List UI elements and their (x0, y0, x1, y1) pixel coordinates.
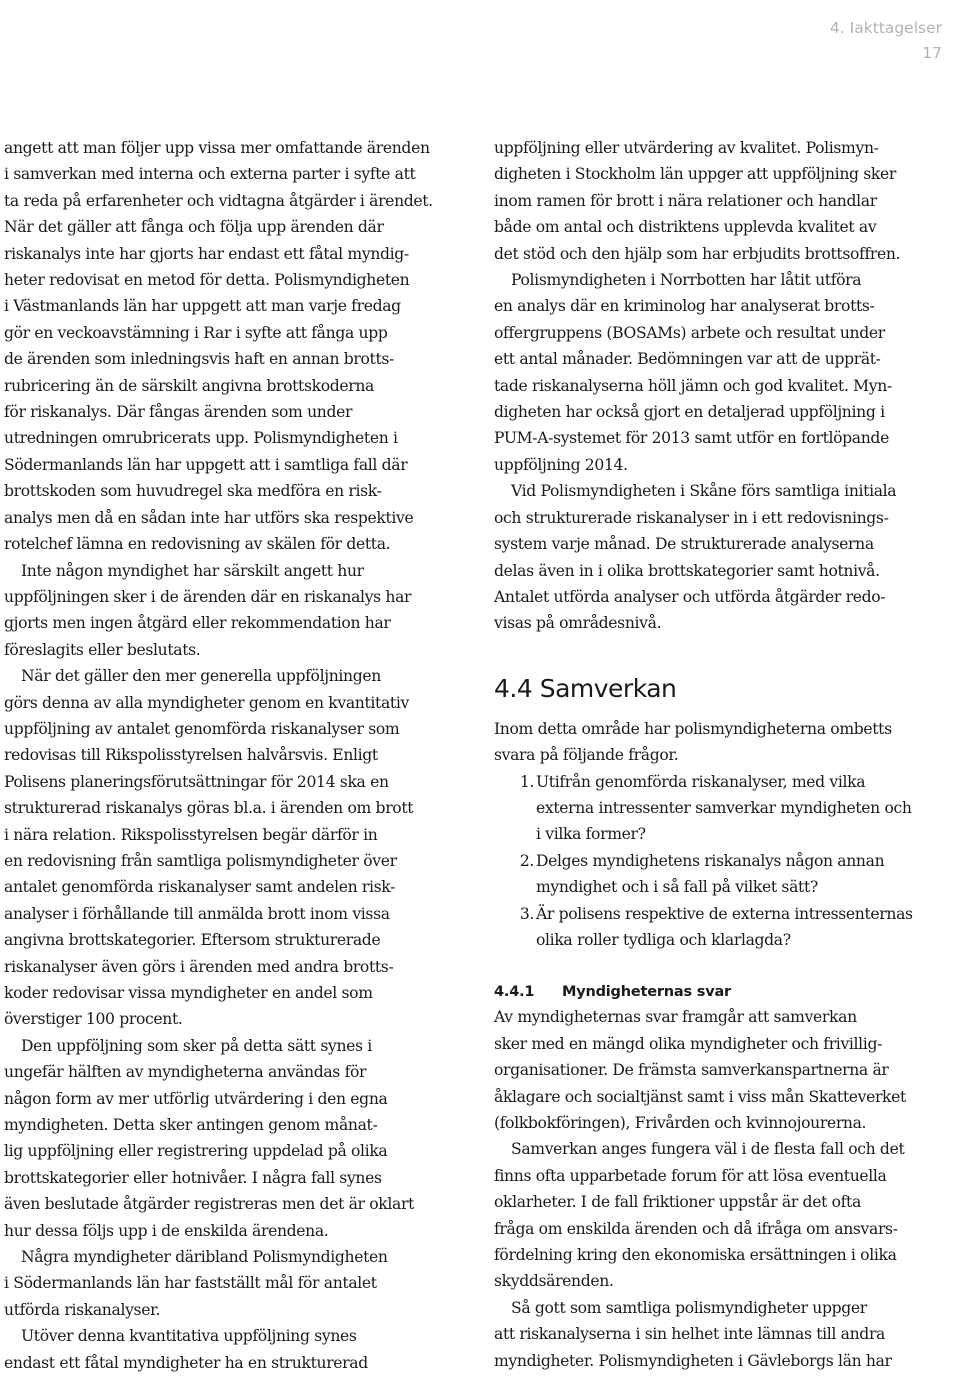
text-line: redovisas till Rikspolisstyrelsen halvårsvis. Enligt (4, 746, 378, 765)
paragraph (494, 267, 958, 478)
text-line: de ärenden som inledningsvis haft en annan brotts- (4, 350, 394, 369)
text-line: angett att man följer upp vissa mer omfattande ärenden (4, 139, 430, 157)
text-line: hur dessa följs upp i de enskilda ärendena. (4, 1221, 329, 1240)
text-line: och strukturerade riskanalyser in i ett redovisnings- (494, 508, 889, 527)
paragraph (4, 663, 468, 1033)
paragraph (4, 1244, 468, 1323)
text-line: riskanalys inte har gjorts har endast ett fåtal myndig- (4, 244, 409, 263)
text-line: en analys där en kriminolog har analyserat brotts- (494, 297, 875, 316)
text-line: Utöver denna kvantitativa uppföljning synes (21, 1327, 357, 1346)
text-line: en redovisning från samtliga polismyndigheter över (4, 851, 397, 870)
text-line: När det gäller den mer generella uppföljningen (21, 667, 381, 686)
text-line: Av myndigheternas svar framgår att samverkan (494, 1008, 857, 1027)
text-line: Så gott som samtliga polismyndigheter uppger (511, 1298, 867, 1317)
text-line: utförda riskanalyser. (4, 1300, 161, 1319)
text-line: rubricering än de särskilt angivna brottskoderna (4, 376, 374, 395)
text-line: utredningen omrubricerats upp. Polismyndigheten i (4, 429, 398, 448)
page-header (830, 16, 942, 66)
question-first-line (494, 901, 958, 927)
text-line: PUM-A-systemet för 2013 samt utför en fortlöpande (494, 429, 889, 448)
text-line: brottskoden som huvudregel ska medföra en risk- (4, 482, 382, 501)
text-line: både om antal och distriktens upplevda kvalitet av (494, 218, 877, 237)
subsection-title: Myndigheternas svar (562, 984, 732, 1001)
question-list (494, 769, 958, 954)
paragraph (494, 1136, 958, 1294)
text-line: inom ramen för brott i nära relationer och handlar (494, 191, 877, 210)
text-line: oklarheter. I de fall friktioner uppstår är det ofta (494, 1193, 861, 1212)
paragraph (4, 135, 468, 558)
paragraph (494, 1295, 958, 1374)
text-line: Södermanlands län har uppgett att i samtliga fall där (4, 455, 408, 474)
text-line: Samverkan anges fungera väl i de flesta fall och det (511, 1140, 905, 1159)
text-line: det stöd och den hjälp som har erbjudits brottsoffren. (494, 244, 901, 263)
section-intro (494, 716, 958, 769)
text-line: Inte någon myndighet har särskilt angett hur (21, 561, 364, 580)
text-line: rotelchef lämna en redovisning av skälen för detta. (4, 535, 391, 554)
text-line: endast ett fåtal myndigheter ha en strukturerad (4, 1353, 368, 1372)
text-line: riskanalyser även görs i ärenden med andra brotts- (4, 957, 394, 976)
paragraph (494, 135, 958, 267)
text-line: När det gäller att fånga och följa upp ärenden där (4, 218, 384, 237)
subsection-heading (494, 980, 958, 1004)
text-line: heter redovisat en metod för detta. Polismyndigheten (4, 271, 410, 290)
text-line: i Södermanlands län har fastställt mål för antalet (4, 1274, 377, 1293)
text-line: fråga om enskilda ärenden och då ifråga om ansvars- (494, 1219, 898, 1238)
text-line: i nära relation. Rikspolisstyrelsen begär därför in (4, 825, 378, 844)
question-text: Är polisens respektive de externa intressenternas (536, 904, 913, 923)
text-line: åklagare och socialtjänst samt i viss mån Skatteverket (494, 1087, 906, 1106)
text-line: Polismyndigheten i Norrbotten har låtit utföra (511, 271, 862, 290)
text-line: Antalet utförda analyser och utförda åtgärder redo- (494, 587, 886, 606)
right-column (494, 135, 958, 1374)
text-line: ett antal månader. Bedömningen var att de upprät- (494, 350, 881, 369)
text-line: koder redovisar vissa myndigheter en andel som (4, 984, 373, 1002)
text-line: Inom detta område har polismyndigheterna ombetts (494, 719, 892, 738)
text-line: överstiger 100 procent. (4, 1010, 183, 1029)
text-line: ta reda på erfarenheter och vidtagna åtgärder i ärendet. (4, 191, 433, 210)
question-text: externa intressenter samverkar myndigheten och (536, 798, 912, 817)
text-line: delas även in i olika brottskategorier samt hotnivå. (494, 561, 880, 580)
question-number: 1. (519, 772, 534, 791)
text-line: digheten i Stockholm län uppger att uppföljning sker (494, 165, 896, 184)
text-line: lig uppföljning eller registrering uppdelad på olika (4, 1142, 388, 1161)
text-line: sker med en mängd olika myndigheter och frivillig- (494, 1034, 882, 1053)
text-line: skyddsärenden. (494, 1272, 614, 1291)
question-item (494, 769, 958, 848)
text-line: i samverkan med interna och externa parter i syfte att (4, 165, 416, 184)
left-column (4, 135, 468, 1376)
paragraph (4, 1323, 468, 1376)
text-line: brottskategorier eller hotnivåer. I några fall synes (4, 1168, 382, 1187)
text-line: angivna brottskategorier. Eftersom strukturerade (4, 931, 381, 950)
text-line: svara på följande frågor. (494, 746, 679, 765)
question-text: olika roller tydliga och klarlagda? (536, 930, 791, 949)
text-line: antalet genomförda riskanalyser samt andelen risk- (4, 878, 396, 897)
question-item (494, 901, 958, 954)
text-line: system varje månad. De strukturerade analyserna (494, 535, 874, 554)
question-number: 2. (519, 851, 534, 870)
text-line: Den uppföljning som sker på detta sätt synes i (21, 1036, 372, 1055)
text-line: organisationer. De främsta samverkanspartnerna är (494, 1061, 889, 1080)
text-line: Vid Polismyndigheten i Skåne förs samtliga initiala (511, 482, 897, 501)
text-line: uppföljning av antalet genomförda riskanalyser som (4, 719, 400, 738)
question-text: myndighet och i så fall på vilket sätt? (536, 878, 818, 897)
text-line: görs denna av alla myndigheter genom en kvantitativ (4, 693, 409, 712)
paragraph (494, 478, 958, 636)
text-line: myndigheter. Polismyndigheten i Gävleborgs län har (494, 1351, 892, 1370)
text-line: finns ofta upparbetade forum för att lösa eventuella (494, 1166, 887, 1185)
text-line: visas på områdesnivå. (494, 614, 662, 633)
section-heading: 4.4 Samverkan (494, 673, 677, 703)
question-item (494, 848, 958, 901)
question-first-line (494, 769, 958, 795)
text-line: strukturerad riskanalys göras bl.a. i ärenden om brott (4, 799, 414, 818)
text-line: uppföljning eller utvärdering av kvalitet. Polismyn- (494, 139, 879, 157)
text-line: uppföljningen sker i de ärenden där en riskanalys har (4, 587, 412, 606)
question-number: 3. (519, 904, 534, 923)
chapter-label: 4. Iakttagelser (829, 19, 942, 37)
text-line: offergruppens (BOSAMs) arbete och resultat under (494, 323, 885, 342)
text-line: (folkbokföringen), Frivården och kvinnojourerna. (494, 1114, 867, 1132)
text-line: uppföljning 2014. (494, 455, 628, 474)
right-paragraphs-top (494, 135, 958, 637)
text-line: Några myndigheter däribland Polismyndigheten (21, 1248, 388, 1267)
page-number: 17 (922, 44, 942, 62)
text-line: Polisens planeringsförutsättningar för 2014 ska en (4, 772, 389, 791)
right-paragraphs-bottom (494, 1004, 958, 1374)
text-line: någon form av mer utförlig utvärdering i den egna (4, 1089, 388, 1108)
text-line: för riskanalys. Där fångas ärenden som under (4, 403, 353, 422)
text-line: i Västmanlands län har uppgett att man varje fredag (4, 297, 401, 316)
text-line: analyser i förhållande till anmälda brott inom vissa (4, 904, 390, 923)
question-text: i vilka former? (536, 825, 646, 844)
text-line: fördelning kring den ekonomiska ersättningen i olika (494, 1246, 897, 1265)
text-line: digheten har också gjort en detaljerad uppföljning i (494, 403, 885, 422)
paragraph (494, 1004, 958, 1136)
question-first-line (494, 848, 958, 874)
text-line: gör en veckoavstämning i Rar i syfte att fånga upp (4, 323, 388, 342)
paragraph (4, 558, 468, 664)
subsection-number: 4.4.1 (494, 984, 535, 1001)
text-line: tade riskanalyserna höll jämn och god kvalitet. Myn- (494, 376, 892, 395)
text-line: analys men då en sådan inte har utförs ska respektive (4, 508, 414, 527)
text-line: föreslagits eller beslutats. (4, 640, 201, 659)
paragraph (4, 1033, 468, 1244)
question-text: Utifrån genomförda riskanalyser, med vilka (536, 772, 866, 791)
text-line: gjorts men ingen åtgärd eller rekommendation har (4, 614, 391, 633)
text-line: även beslutade åtgärder registreras men det är oklart (4, 1195, 414, 1214)
text-line: myndigheten. Detta sker antingen genom månat- (4, 1116, 378, 1135)
text-line: att riskanalyserna i sin helhet inte lämnas till andra (494, 1325, 885, 1344)
text-line: ungefär hälften av myndigheterna användas för (4, 1063, 367, 1082)
question-text: Delges myndighetens riskanalys någon annan (536, 851, 885, 870)
